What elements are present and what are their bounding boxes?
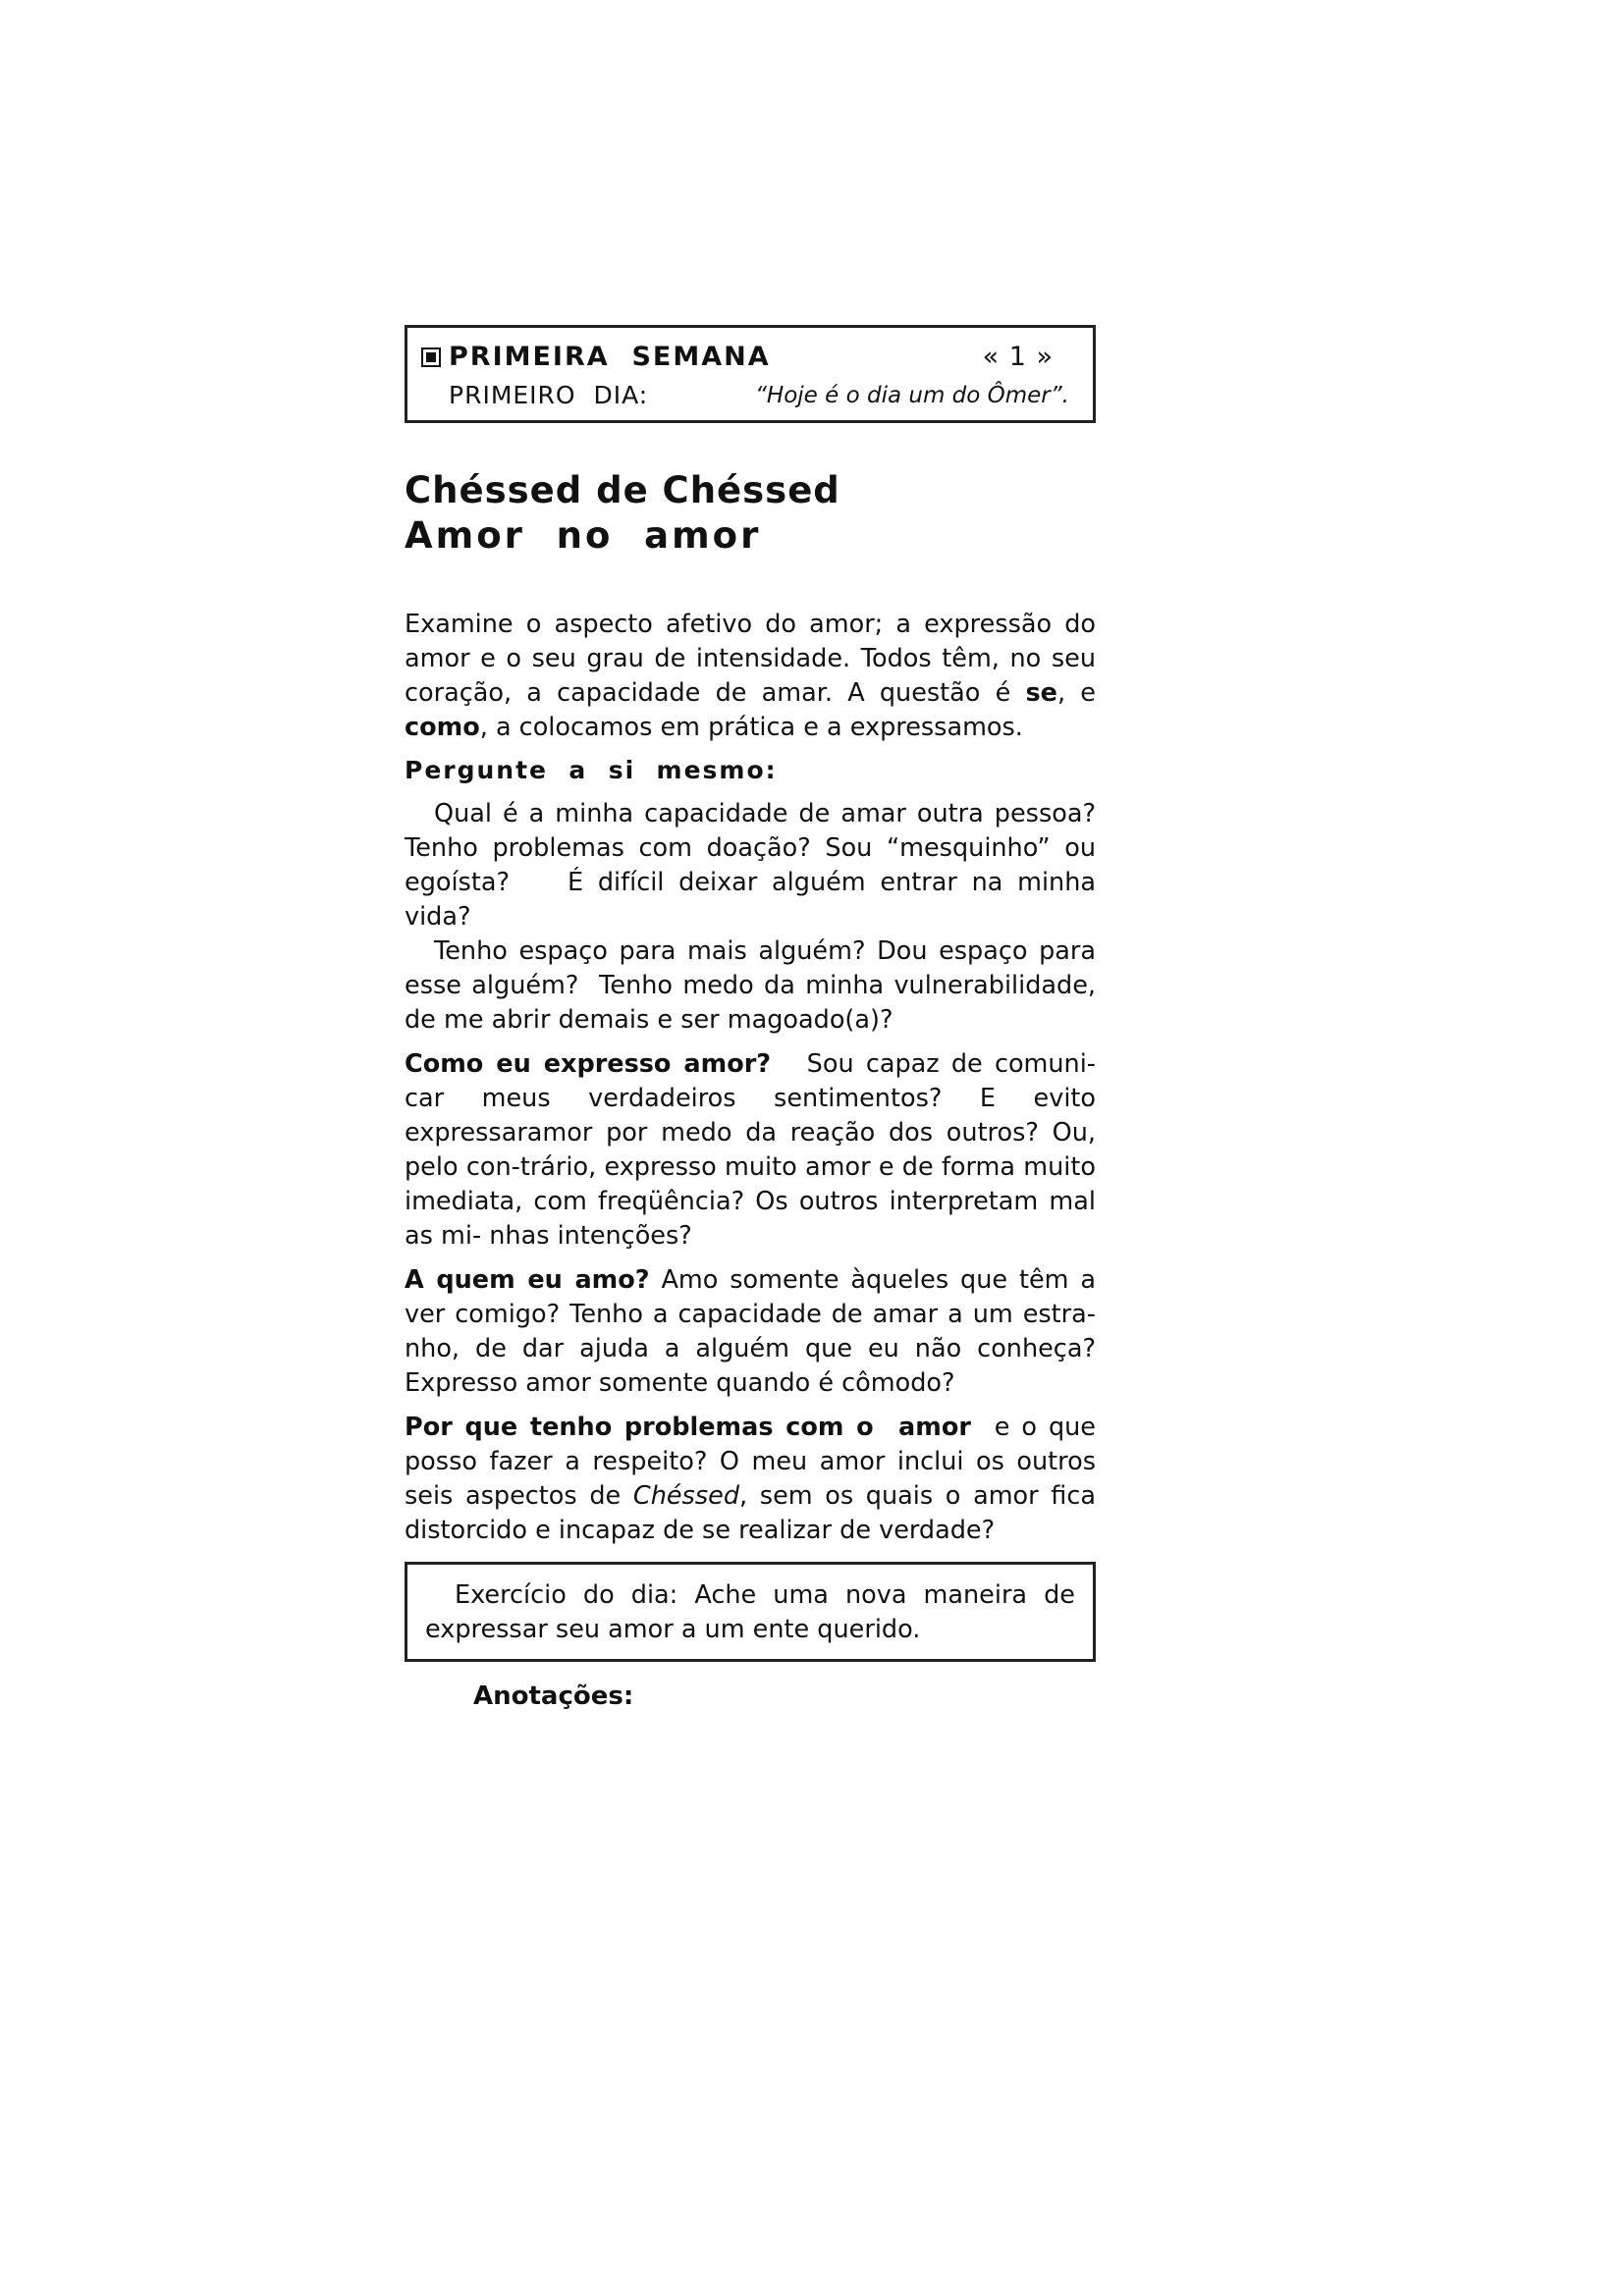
square-bullet-icon bbox=[421, 347, 441, 367]
intro-text-2: , e bbox=[1056, 678, 1096, 708]
notes-label: Anotações: bbox=[473, 1682, 634, 1711]
intro-paragraph bbox=[405, 608, 1096, 745]
day-label: PRIMEIRO DIA: bbox=[449, 381, 649, 409]
whom-love-paragraph bbox=[405, 1263, 1105, 1401]
express-love-text: Sou capaz de comuni- car meus verdadeiros sentimentos? E evito expressaramor por medo da reação dos outros? Ou, pelo con-trário, expresso muito amor e de forma muito imediata, com freqüência? Os outros interpretam mal as mi- nhas intenções? bbox=[405, 1049, 1105, 1251]
express-love-lead: Como eu expresso amor? bbox=[405, 1049, 772, 1079]
page-number: « 1 » bbox=[982, 342, 1054, 372]
page-title bbox=[405, 468, 1096, 559]
intro-text-1: Examine o aspecto afetivo do amor; a expressão do amor e o seu grau de intensidade. Todos têm, no seu coração, a capacidade de amar. A questão é bbox=[405, 610, 1096, 708]
ask-yourself-heading: Pergunte a si mesmo: bbox=[405, 756, 778, 784]
intro-text-3: , a colocamos em prática e a expressamos. bbox=[479, 713, 1023, 742]
intro-bold-se: se bbox=[1025, 678, 1057, 708]
day-quote: “Hoje é o dia um do Ômer”. bbox=[755, 383, 1069, 408]
chessed-italic: Chéssed bbox=[632, 1481, 740, 1511]
body-text bbox=[405, 608, 1105, 1662]
exercise-text: Exercício do dia: Ache uma nova maneira de expressar seu amor a um ente querido. bbox=[425, 1580, 1075, 1644]
page-content bbox=[405, 325, 1105, 1711]
question-paragraph-1: Qual é a minha capacidade de amar outra pessoa? Tenho problemas com doação? Sou “mesquinho” ou egoísta? É difícil deixar alguém entrar na minha vida? bbox=[405, 799, 1105, 932]
questions-block bbox=[405, 797, 1105, 1038]
week-row bbox=[421, 342, 1081, 375]
day-row bbox=[449, 381, 1077, 409]
why-problems-text-2: , sem os quais o amor fica distorcido e incapaz de se realizar de verdade? bbox=[405, 1481, 1105, 1545]
why-problems-lead: Por que tenho problemas com o amor bbox=[405, 1413, 971, 1442]
why-problems-paragraph bbox=[405, 1411, 1105, 1548]
week-header-box bbox=[405, 325, 1096, 423]
why-problems-text-1: e o que posso fazer a respeito? O meu amor inclui os outros seis aspectos de bbox=[405, 1413, 1105, 1511]
title-line-2: Amor no amor bbox=[405, 514, 762, 557]
whom-love-text: Amo somente àqueles que têm a ver comigo? Tenho a capacidade de amar a um estra- nho, de dar ajuda a alguém que eu não conheça? Expresso amor somente quando é cômodo? bbox=[405, 1265, 1105, 1398]
week-label: PRIMEIRA SEMANA bbox=[449, 342, 771, 372]
intro-bold-como: como bbox=[405, 713, 480, 742]
exercise-box bbox=[405, 1562, 1096, 1662]
question-paragraph-2: Tenho espaço para mais alguém? Dou espaço para esse alguém? Tenho medo da minha vulnerabilidade, de me abrir demais e ser magoado(a)? bbox=[405, 936, 1105, 1035]
express-love-paragraph bbox=[405, 1047, 1105, 1254]
title-line-1: Chéssed de Chéssed bbox=[405, 469, 840, 511]
whom-love-lead: A quem eu amo? bbox=[405, 1265, 650, 1295]
